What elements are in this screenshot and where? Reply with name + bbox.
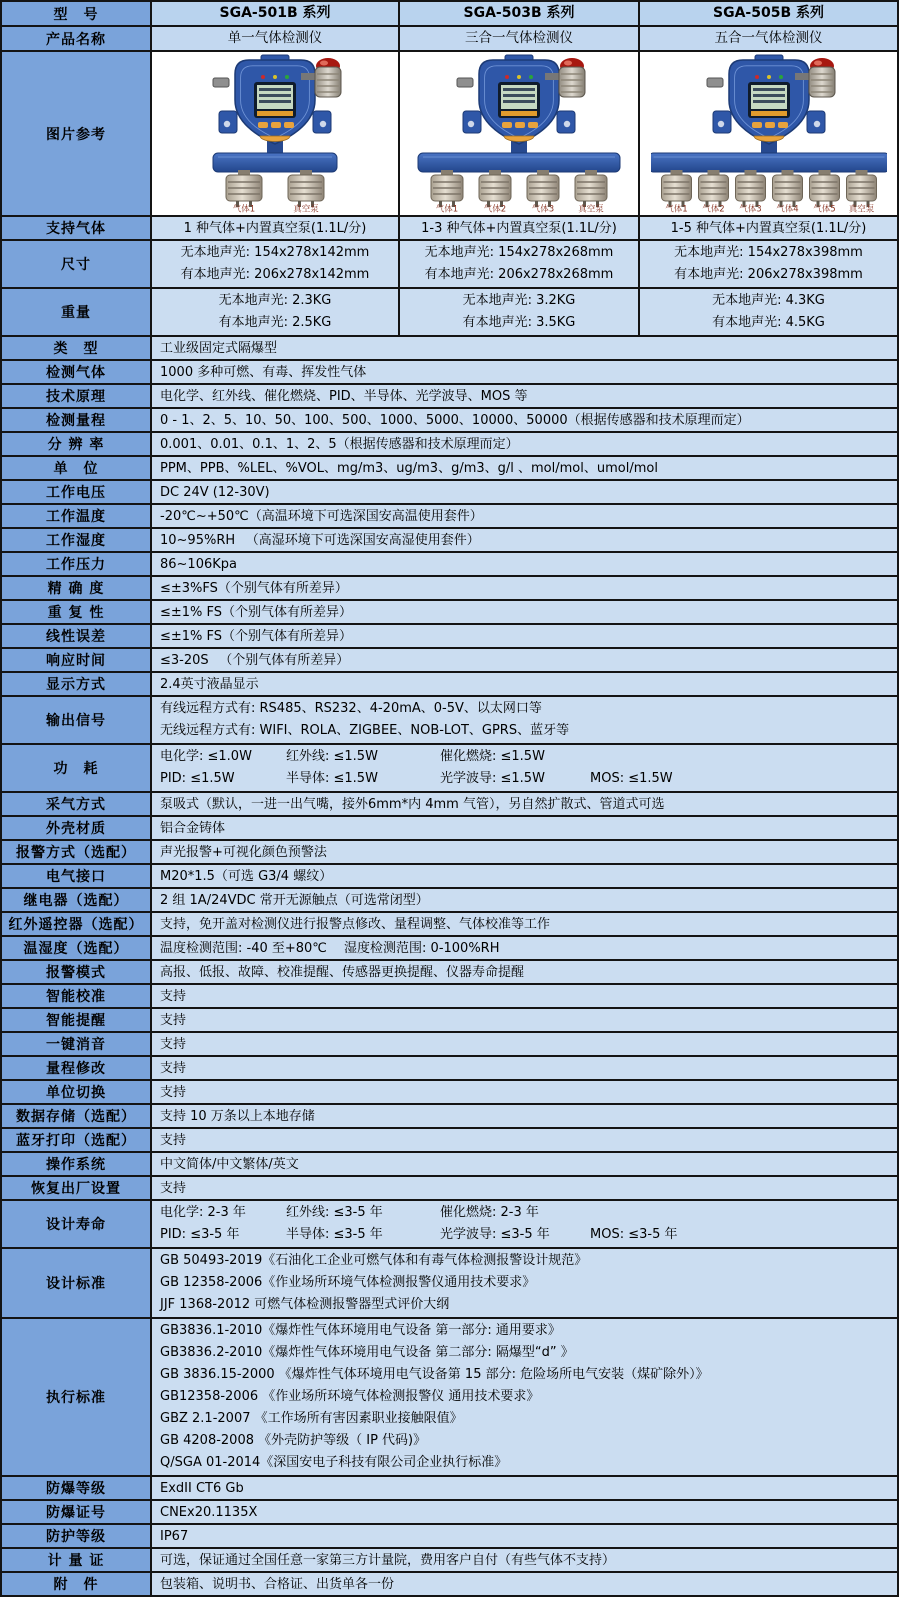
spec-value-line: 泵吸式（默认，一进一出气嘴，接外6mm*内 4mm 气管），另自然扩散式、管道式可选 [160, 796, 665, 812]
manifold-and-sensors [418, 140, 620, 214]
row-label: 设计寿命 [2, 1201, 152, 1247]
spec-row [2, 2, 897, 27]
detector-head [707, 55, 825, 144]
row-label: 工作电压 [2, 481, 152, 503]
row-label: 线性误差 [2, 625, 152, 647]
row-label: 防爆等级 [2, 1477, 152, 1499]
spec-value-line [160, 746, 889, 768]
product-name-cell [640, 27, 897, 50]
row-label: 计 量 证 [2, 1549, 152, 1571]
spec-value-cell [152, 937, 897, 959]
spec-value-line: 有本地声光: 2.5KG [218, 315, 332, 330]
sensor-label: 气体2 [701, 204, 725, 214]
product-name: 五合一气体检测仪 [714, 30, 823, 46]
spec-value-cell [152, 337, 897, 359]
spec-row [2, 1129, 897, 1153]
spec-row [2, 601, 897, 625]
spec-value-line: 支持 [160, 1060, 187, 1076]
spec-value-line: GB 3836.15-2000 《爆炸性气体环境用电气设备第 15 部分: 危险场所电气安装（煤矿除外）》 [160, 1367, 709, 1382]
spec-row [2, 697, 897, 745]
spec-row [2, 433, 897, 457]
spec-value-cell [152, 961, 897, 983]
spec-value-line: ≤3-20S （个别气体有所差异） [160, 652, 350, 668]
spec-value-line: 2.4英寸液晶显示 [160, 676, 259, 692]
spec-value-line: ≤±3%FS（个别气体有所差异） [160, 580, 348, 596]
spec-value-line: 1 种气体+内置真空泵(1.1L/分) [183, 220, 367, 236]
sensor-label: 真空泵 [578, 204, 604, 214]
spec-value-cell [400, 289, 640, 335]
spec-value-line: IP67 [160, 1528, 189, 1544]
spec-row [2, 505, 897, 529]
spec-value-cell [152, 1549, 897, 1571]
spec-value-cell [152, 649, 897, 671]
spec-value-line: 无本地声光: 154x278x142mm [180, 245, 370, 260]
row-label: 精 确 度 [2, 577, 152, 599]
spec-row [2, 841, 897, 865]
sensor-label: 气体3 [738, 204, 762, 214]
row-label: 外壳材质 [2, 817, 152, 839]
row-label: 重量 [2, 289, 152, 335]
detector-head [457, 55, 575, 144]
spec-value-line: 有本地声光: 4.5KG [712, 315, 825, 330]
spec-value-line: 电化学、红外线、催化燃烧、PID、半导体、光学波导、MOS 等 [160, 388, 528, 404]
spec-value-cell [400, 241, 640, 287]
spec-row [2, 673, 897, 697]
spec-row [2, 1201, 897, 1249]
spec-value-cell [152, 1033, 897, 1055]
spec-row [2, 1081, 897, 1105]
row-label: 设计标准 [2, 1249, 152, 1317]
spec-row [2, 52, 897, 217]
sensor-label: 气体3 [531, 204, 555, 214]
spec-value-line: 86~106Kpa [160, 556, 237, 572]
spec-row [2, 985, 897, 1009]
row-label: 单 位 [2, 457, 152, 479]
row-label: 智能校准 [2, 985, 152, 1007]
image-label-cell: 图片参考 [2, 52, 152, 215]
spec-value-line: 有本地声光: 206x278x398mm [674, 267, 863, 282]
spec-value-cell [152, 1129, 897, 1151]
spec-row [2, 817, 897, 841]
spec-row [2, 361, 897, 385]
spec-value-line: GB3836.2-2010《爆炸性气体环境用电气设备 第二部分: 隔爆型“d” 》 [160, 1345, 574, 1360]
spec-value-segment: 光学波导: ≤1.5W [440, 771, 545, 786]
spec-value-cell [152, 433, 897, 455]
spec-value-cell [152, 1573, 897, 1595]
spec-value-line: GB 4208-2008 《外壳防护等级（ IP 代码)》 [160, 1433, 427, 1448]
spec-value-cell [152, 1477, 897, 1499]
row-label: 报警方式（选配） [2, 841, 152, 863]
spec-value-line: 无本地声光: 154x278x268mm [424, 245, 614, 260]
spec-row [2, 457, 897, 481]
row-label: 恢复出厂设置 [2, 1177, 152, 1199]
series-cell [640, 2, 897, 25]
spec-value-cell [152, 505, 897, 527]
row-label: 防爆证号 [2, 1501, 152, 1523]
manifold-and-sensors [213, 140, 337, 214]
sensor-label: 真空泵 [848, 204, 874, 214]
row-label: 响应时间 [2, 649, 152, 671]
spec-value-cell [152, 577, 897, 599]
spec-value-segment: 红外线: ≤3-5 年 [286, 1205, 383, 1220]
spec-value-segment: 红外线: ≤1.5W [286, 749, 378, 764]
sensor-label: 气体1 [664, 204, 688, 214]
row-label: 继电器（选配） [2, 889, 152, 911]
row-label: 数据存储（选配） [2, 1105, 152, 1127]
spec-value-line: 0.001、0.01、0.1、1、2、5（根据传感器和技术原理而定） [160, 436, 519, 452]
spec-value-segment: PID: ≤3-5 年 [160, 1227, 240, 1242]
spec-value-line: 支持 [160, 988, 187, 1004]
spec-value-line: GB 50493-2019《石油化工企业可燃气体和有毒气体检测报警设计规范》 [160, 1253, 588, 1268]
row-label: 工作湿度 [2, 529, 152, 551]
spec-value-line: 支持 10 万条以上本地存储 [160, 1108, 315, 1124]
spec-row [2, 409, 897, 433]
spec-value-line: GB3836.1-2010《爆炸性气体环境用电气设备 第一部分: 通用要求》 [160, 1323, 561, 1338]
spec-value-cell [152, 697, 897, 743]
spec-row [2, 937, 897, 961]
row-label: 功 耗 [2, 745, 152, 791]
spec-value-cell [152, 985, 897, 1007]
product-label-cell: 产品名称 [2, 27, 152, 50]
sensor-label: 气体1 [435, 204, 459, 214]
spec-value-line: ≤±1% FS（个别气体有所差异） [160, 628, 353, 644]
spec-value-cell [152, 745, 897, 791]
spec-row [2, 745, 897, 793]
spec-value-cell [152, 1009, 897, 1031]
row-label: 温湿度（选配） [2, 937, 152, 959]
spec-value-line: GB 12358-2006《作业场所环境气体检测报警仪通用技术要求》 [160, 1275, 536, 1290]
spec-value-line: 高报、低报、故障、校准提醒、传感器更换提醒、仪器寿命提醒 [160, 964, 525, 980]
spec-value-line: Q/SGA 01-2014《深国安电子科技有限公司企业执行标准》 [160, 1455, 508, 1470]
spec-value-line: 支持 [160, 1036, 187, 1052]
spec-value-cell [152, 1319, 897, 1475]
row-label: 工作压力 [2, 553, 152, 575]
row-label: 单位切换 [2, 1081, 152, 1103]
spec-row [2, 913, 897, 937]
spec-value-cell [152, 409, 897, 431]
product-image-cell [640, 52, 897, 215]
spec-value-cell [152, 865, 897, 887]
product-name-cell [152, 27, 400, 50]
row-label: 输出信号 [2, 697, 152, 743]
sensor-label: 气体1 [232, 204, 256, 214]
spec-value-cell [152, 1153, 897, 1175]
spec-value-line: 声光报警+可视化颜色预警法 [160, 844, 327, 860]
series-name: SGA-505B 系列 [713, 5, 824, 21]
spec-row [2, 481, 897, 505]
spec-row [2, 1525, 897, 1549]
spec-value-cell [152, 457, 897, 479]
spec-row [2, 1319, 897, 1477]
product-image-cell [152, 52, 400, 215]
spec-row [2, 553, 897, 577]
spec-value-cell [152, 1201, 897, 1247]
spec-row [2, 1573, 897, 1595]
spec-value-segment: MOS: ≤1.5W [590, 771, 673, 786]
spec-value-line: DC 24V (12-30V) [160, 484, 270, 500]
spec-value-cell [152, 385, 897, 407]
spec-value-cell [152, 673, 897, 695]
spec-value-line: 2 组 1A/24VDC 常开无源触点（可选常闭型） [160, 892, 429, 908]
spec-row [2, 1009, 897, 1033]
spec-row [2, 1501, 897, 1525]
spec-value-cell [152, 1105, 897, 1127]
spec-value-line: 中文简体/中文繁体/英文 [160, 1156, 299, 1172]
spec-row [2, 241, 897, 289]
spec-row [2, 1177, 897, 1201]
gas-detector-illustration [157, 54, 393, 214]
spec-value-cell [152, 481, 897, 503]
series-name: SGA-501B 系列 [219, 5, 331, 21]
spec-row [2, 529, 897, 553]
spec-value-cell [152, 1525, 897, 1547]
row-label: 智能提醒 [2, 1009, 152, 1031]
spec-value-line: 1000 多种可燃、有毒、挥发性气体 [160, 364, 367, 380]
spec-value-line: 支持 [160, 1084, 187, 1100]
row-label: 电气接口 [2, 865, 152, 887]
spec-row [2, 865, 897, 889]
row-label: 采气方式 [2, 793, 152, 815]
series-name: SGA-503B 系列 [463, 5, 575, 21]
spec-value-cell [152, 1057, 897, 1079]
gas-detector-illustration [401, 54, 637, 214]
spec-value-segment: 电化学: 2-3 年 [160, 1205, 246, 1220]
row-label: 检测气体 [2, 361, 152, 383]
row-label: 尺寸 [2, 241, 152, 287]
spec-value-line: 可选，保证通过全国任意一家第三方计量院，费用客户自付（有些气体不支持） [160, 1552, 616, 1568]
product-image-cell [400, 52, 640, 215]
row-label: 分 辨 率 [2, 433, 152, 455]
spec-value-cell [152, 217, 400, 239]
spec-value-line: M20*1.5（可选 G3/4 螺纹） [160, 868, 333, 884]
sensor-label: 气体2 [483, 204, 507, 214]
spec-value-line: 0 - 1、2、5、10、50、100、500、1000、5000、10000、50000（根据传感器和技术原理而定） [160, 412, 750, 428]
spec-value-line: JJF 1368-2012 可燃气体检测报警器型式评价大纲 [160, 1297, 450, 1312]
spec-value-cell [152, 817, 897, 839]
spec-value-line: GBZ 2.1-2007 《工作场所有害因素职业接触限值》 [160, 1411, 463, 1426]
spec-value-cell [152, 625, 897, 647]
row-label: 执行标准 [2, 1319, 152, 1475]
spec-row [2, 625, 897, 649]
model-label-cell: 型 号 [2, 2, 152, 25]
row-label: 检测量程 [2, 409, 152, 431]
detector-head [213, 55, 331, 144]
spec-value-segment: PID: ≤1.5W [160, 771, 235, 786]
spec-value-line: 无本地声光: 2.3KG [218, 293, 332, 308]
spec-value-cell [152, 601, 897, 623]
spec-value-line: 有本地声光: 206x278x268mm [424, 267, 614, 282]
spec-value-line: 支持，免开盖对检测仪进行报警点修改、量程调整、气体校准等工作 [160, 916, 551, 932]
spec-value-line: 1-3 种气体+内置真空泵(1.1L/分) [421, 220, 617, 236]
spec-value-line: 有本地声光: 206x278x142mm [180, 267, 370, 282]
spec-value-cell [152, 241, 400, 287]
spec-row [2, 1477, 897, 1501]
spec-row [2, 649, 897, 673]
spec-value-cell [152, 553, 897, 575]
spec-value-line [160, 1202, 889, 1224]
row-label: 技术原理 [2, 385, 152, 407]
spec-value-line: 无线远程方式有: WIFI、ROLA、ZIGBEE、NOB-LOT、GPRS、蓝牙等 [160, 723, 570, 738]
spec-value-line: 包装箱、说明书、合格证、出货单各一份 [160, 1576, 395, 1592]
spec-value-line: 10~95%RH （高湿环境下可选深国安高湿使用套件） [160, 532, 480, 548]
spec-row [2, 1105, 897, 1129]
spec-value-cell [152, 841, 897, 863]
spec-value-cell [152, 889, 897, 911]
product-name: 三合一气体检测仪 [465, 30, 573, 46]
spec-row [2, 1057, 897, 1081]
spec-value-line: ExdII CT6 Gb [160, 1480, 244, 1496]
spec-value-cell [640, 289, 897, 335]
sensor-label: 气体4 [775, 204, 799, 214]
spec-row [2, 337, 897, 361]
spec-value-line: 支持 [160, 1132, 187, 1148]
spec-value-segment: 半导体: ≤1.5W [286, 771, 378, 786]
spec-value-line: 工业级固定式隔爆型 [160, 340, 278, 356]
spec-row [2, 1153, 897, 1177]
spec-row [2, 961, 897, 985]
spec-value-line: 支持 [160, 1180, 187, 1196]
product-name: 单一气体检测仪 [227, 30, 323, 46]
spec-value-segment: 半导体: ≤3-5 年 [286, 1227, 383, 1242]
row-label: 红外遥控器（选配） [2, 913, 152, 935]
product-name-cell [400, 27, 640, 50]
row-label: 类 型 [2, 337, 152, 359]
spec-row [2, 289, 897, 337]
spec-value-line: CNEx20.1135X [160, 1504, 258, 1520]
spec-row [2, 1549, 897, 1573]
spec-value-line: 支持 [160, 1012, 187, 1028]
row-label: 操作系统 [2, 1153, 152, 1175]
manifold-and-sensors [651, 140, 887, 214]
row-label: 附 件 [2, 1573, 152, 1595]
spec-value-line: ≤±1% FS（个别气体有所差异） [160, 604, 353, 620]
spec-row [2, 889, 897, 913]
sensor-label: 气体5 [812, 204, 836, 214]
spec-value-cell [640, 217, 897, 239]
spec-value-line: 铝合金铸体 [160, 820, 226, 836]
spec-value-line: PPM、PPB、%LEL、%VOL、mg/m3、ug/m3、g/m3、g/l 、mol/mol、umol/mol [160, 460, 658, 476]
spec-value-segment: 电化学: ≤1.0W [160, 749, 252, 764]
spec-value-cell [152, 913, 897, 935]
spec-value-cell [152, 1249, 897, 1317]
spec-value-line: GB12358-2006 《作业场所环境气体检测报警仪 通用技术要求》 [160, 1389, 540, 1404]
spec-value-line: 无本地声光: 3.2KG [462, 293, 576, 308]
spec-value-cell [152, 793, 897, 815]
spec-value-cell [152, 1501, 897, 1523]
spec-value-cell [400, 217, 640, 239]
spec-value-line: 有线远程方式有: RS485、RS232、4-20mA、0-5V、以太网口等 [160, 701, 542, 716]
spec-value-line: 有本地声光: 3.5KG [462, 315, 576, 330]
row-label: 支持气体 [2, 217, 152, 239]
gas-detector-illustration [651, 54, 887, 214]
spec-row [2, 577, 897, 601]
spec-value-cell [152, 1081, 897, 1103]
spec-value-line: 温度检测范围: -40 至+80℃ 湿度检测范围: 0-100%RH [160, 940, 500, 956]
spec-value-cell [640, 241, 897, 287]
spec-row [2, 1249, 897, 1319]
series-cell [400, 2, 640, 25]
spec-value-segment: 催化燃烧: 2-3 年 [440, 1205, 539, 1220]
spec-value-line [160, 1224, 889, 1246]
spec-row [2, 27, 897, 52]
spec-value-cell [152, 1177, 897, 1199]
spec-value-cell [152, 289, 400, 335]
spec-value-cell [152, 529, 897, 551]
spec-value-line: -20℃~+50℃（高温环境下可选深国安高温使用套件） [160, 508, 483, 524]
spec-value-line: 无本地声光: 4.3KG [712, 293, 825, 308]
spec-row [2, 1033, 897, 1057]
spec-value-segment: 催化燃烧: ≤1.5W [440, 749, 545, 764]
spec-row [2, 385, 897, 409]
sensor-label: 真空泵 [293, 204, 319, 214]
spec-value-line: 1-5 种气体+内置真空泵(1.1L/分) [670, 220, 867, 236]
row-label: 工作温度 [2, 505, 152, 527]
spec-value-line: 无本地声光: 154x278x398mm [674, 245, 863, 260]
row-label: 防护等级 [2, 1525, 152, 1547]
spec-value-segment: 光学波导: ≤3-5 年 [440, 1227, 550, 1242]
row-label: 一键消音 [2, 1033, 152, 1055]
series-cell [152, 2, 400, 25]
spec-row [2, 793, 897, 817]
row-label: 重 复 性 [2, 601, 152, 623]
row-label: 量程修改 [2, 1057, 152, 1079]
spec-row [2, 217, 897, 241]
spec-value-segment: MOS: ≤3-5 年 [590, 1227, 678, 1242]
spec-value-cell [152, 361, 897, 383]
row-label: 蓝牙打印（选配） [2, 1129, 152, 1151]
row-label: 显示方式 [2, 673, 152, 695]
row-label: 报警模式 [2, 961, 152, 983]
spec-value-line [160, 768, 889, 790]
